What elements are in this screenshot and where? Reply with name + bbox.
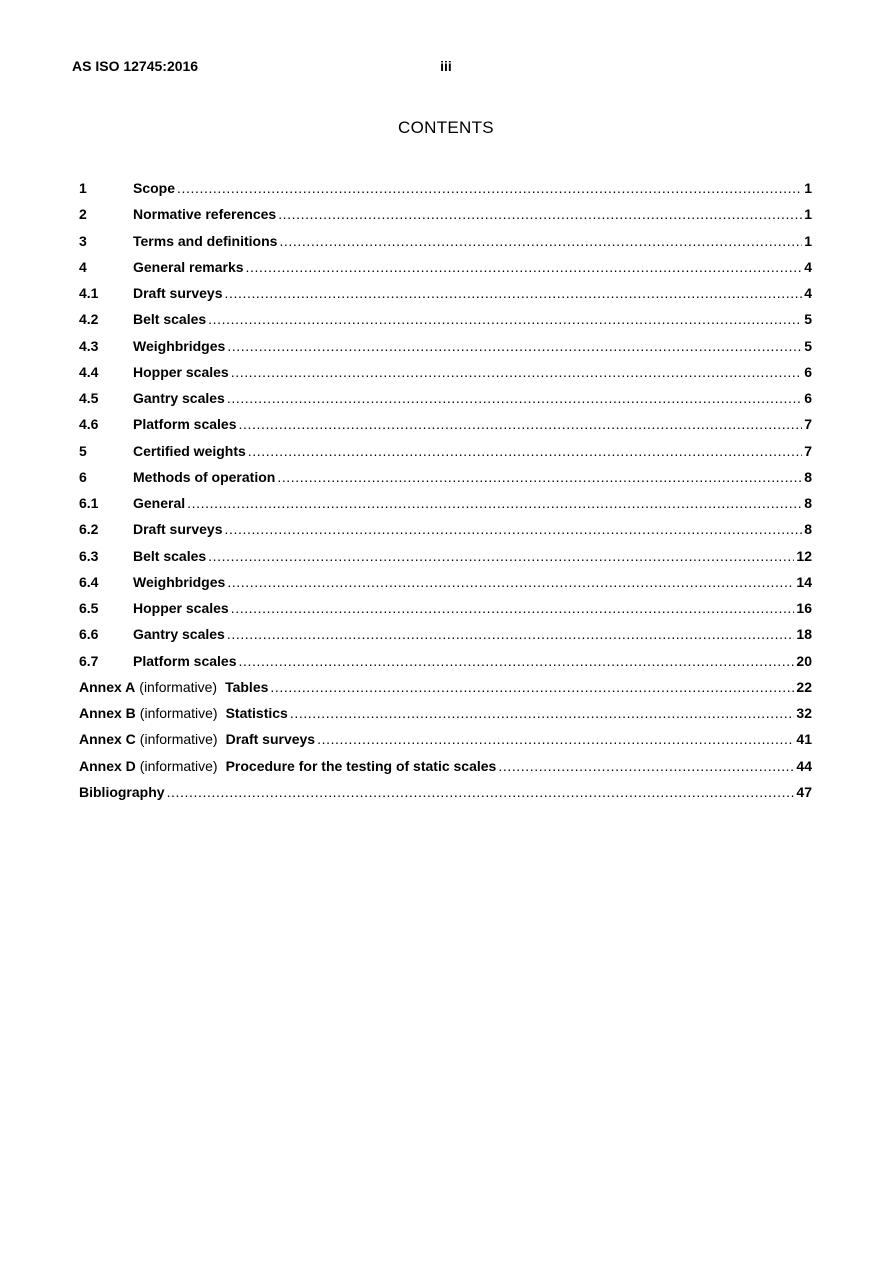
toc-annex-entry[interactable] (79, 679, 812, 705)
annex-type: (informative) (139, 757, 218, 774)
dot-leader (231, 364, 802, 380)
toc-entry-number: 6.6 (79, 626, 99, 643)
toc-entry-number: 6.4 (79, 573, 99, 590)
dot-leader (225, 285, 803, 301)
toc-entry-page: 16 (796, 600, 812, 616)
annex-label: Annex D (79, 757, 136, 774)
toc-entry-title: Belt scales (133, 547, 207, 564)
toc-entry-page: 12 (796, 547, 812, 564)
toc-entry-page: 7 (804, 416, 812, 433)
dot-leader (248, 443, 802, 459)
toc-bibliography-entry[interactable] (79, 784, 812, 810)
toc-annex-entry[interactable] (79, 731, 812, 757)
toc-entry[interactable] (79, 574, 812, 600)
contents-title: CONTENTS (398, 118, 494, 137)
toc-entry-title: General (133, 495, 186, 511)
dot-leader (290, 705, 795, 721)
toc-annex-entry[interactable] (79, 758, 812, 784)
toc-entry-page: 7 (804, 442, 812, 459)
toc-entry-title: Draft surveys (133, 285, 223, 301)
dot-leader (277, 469, 802, 485)
toc-entry-title: Draft surveys (133, 521, 223, 538)
toc-annex-entry[interactable] (79, 705, 812, 731)
toc-entry[interactable] (79, 653, 812, 679)
toc-entry-number: 6.2 (79, 521, 99, 538)
toc-entry-title: Gantry scales (133, 626, 225, 643)
toc-entry[interactable] (79, 600, 812, 626)
toc-entry-page: 8 (804, 468, 812, 485)
toc-entry-title: General remarks (133, 258, 244, 275)
toc-entry-number: 6.5 (79, 600, 99, 616)
annex-page: 44 (796, 757, 812, 774)
toc-entry-number: 6.1 (79, 495, 99, 511)
toc-entry-title: Normative references (133, 206, 277, 223)
toc-entry-page: 1 (804, 206, 812, 223)
toc-entry[interactable] (79, 390, 812, 416)
toc-entry[interactable] (79, 469, 812, 495)
toc-entry[interactable] (79, 626, 812, 652)
annex-title: Draft surveys (225, 731, 316, 748)
page-header (72, 58, 820, 78)
annex-page: 41 (796, 731, 812, 748)
toc-entry-number: 4.1 (79, 285, 99, 301)
toc-entry-page: 18 (796, 626, 812, 643)
toc-entry[interactable] (79, 233, 812, 259)
toc-entry-title: Platform scales (133, 416, 237, 433)
toc-entry[interactable] (79, 548, 812, 574)
bibliography-title: Bibliography (79, 783, 165, 800)
toc-entry[interactable] (79, 206, 812, 232)
toc-entry-page: 5 (804, 311, 812, 328)
toc-entry[interactable] (79, 416, 812, 442)
toc-entry-title: Platform scales (133, 652, 237, 669)
dot-leader (270, 679, 794, 695)
document-id: AS ISO 12745:2016 (72, 58, 199, 74)
toc-entry-page: 1 (804, 232, 812, 249)
annex-label: Annex A (79, 678, 136, 695)
annex-title: Statistics (225, 705, 288, 721)
toc-entry-page: 5 (804, 337, 812, 354)
toc-entry-number: 1 (79, 180, 87, 196)
dot-leader (279, 233, 802, 249)
toc-entry-title: Gantry scales (133, 390, 225, 406)
annex-label: Annex C (79, 731, 136, 748)
toc-entry[interactable] (79, 311, 812, 337)
toc-entry-number: 4.5 (79, 390, 99, 406)
annex-type: (informative) (139, 705, 218, 721)
toc-entry-number: 3 (79, 232, 87, 249)
dot-leader (278, 206, 802, 222)
toc-entry-title: Weighbridges (133, 337, 226, 354)
toc-entry-title: Belt scales (133, 311, 207, 328)
toc-entry-title: Scope (133, 180, 176, 196)
annex-type: (informative) (139, 731, 218, 748)
bibliography-page: 47 (796, 783, 812, 800)
toc-entry[interactable] (79, 338, 812, 364)
dot-leader (208, 548, 794, 564)
toc-entry-page: 4 (804, 258, 812, 275)
annex-title: Tables (225, 678, 269, 695)
toc-entry-title: Hopper scales (133, 600, 229, 616)
annex-page: 22 (796, 678, 812, 695)
toc-entry-page: 8 (804, 521, 812, 538)
toc-entry[interactable] (79, 259, 812, 285)
toc-entry-number: 4.6 (79, 416, 99, 433)
dot-leader (187, 495, 802, 511)
toc-entry[interactable] (79, 443, 812, 469)
toc-entry-title: Terms and definitions (133, 232, 278, 249)
dot-leader (225, 521, 803, 537)
dot-leader (167, 784, 795, 800)
toc-entry-number: 5 (79, 442, 87, 459)
toc-entry-page: 20 (796, 652, 812, 669)
toc-entry[interactable] (79, 521, 812, 547)
toc-entry-number: 4 (79, 258, 87, 275)
dot-leader (317, 731, 794, 747)
annex-label: Annex B (79, 705, 136, 721)
toc-entry[interactable] (79, 180, 812, 206)
toc-entry-page: 8 (804, 495, 812, 511)
dot-leader (227, 390, 802, 406)
dot-leader (227, 574, 794, 590)
annex-title: Procedure for the testing of static scales (225, 757, 497, 774)
table-of-contents (79, 180, 812, 810)
toc-entry-number: 2 (79, 206, 87, 223)
dot-leader (498, 758, 794, 774)
toc-entry-number: 4.3 (79, 337, 99, 354)
dot-leader (239, 416, 803, 432)
toc-entry-page: 14 (796, 573, 812, 590)
toc-entry-page: 6 (804, 363, 812, 380)
toc-entry-title: Methods of operation (133, 468, 276, 485)
annex-type: (informative) (139, 678, 218, 695)
toc-entry-page: 4 (804, 285, 812, 301)
annex-page: 32 (796, 705, 812, 721)
dot-leader (246, 259, 803, 275)
toc-entry-number: 4.4 (79, 363, 99, 380)
toc-entry-title: Hopper scales (133, 363, 229, 380)
toc-entry-number: 6.7 (79, 652, 99, 669)
toc-entry-title: Weighbridges (133, 573, 226, 590)
toc-entry-number: 6 (79, 468, 87, 485)
dot-leader (239, 653, 795, 669)
toc-entry[interactable] (79, 285, 812, 311)
toc-entry-title: Certified weights (133, 442, 246, 459)
page-number: iii (440, 58, 452, 74)
dot-leader (208, 311, 802, 327)
toc-entry-number: 6.3 (79, 547, 99, 564)
dot-leader (177, 180, 802, 196)
dot-leader (227, 626, 795, 642)
dot-leader (227, 338, 802, 354)
toc-entry-page: 1 (804, 180, 812, 196)
toc-entry[interactable] (79, 364, 812, 390)
toc-entry-number: 4.2 (79, 311, 99, 328)
dot-leader (231, 600, 795, 616)
toc-entry-page: 6 (804, 390, 812, 406)
toc-entry[interactable] (79, 495, 812, 521)
